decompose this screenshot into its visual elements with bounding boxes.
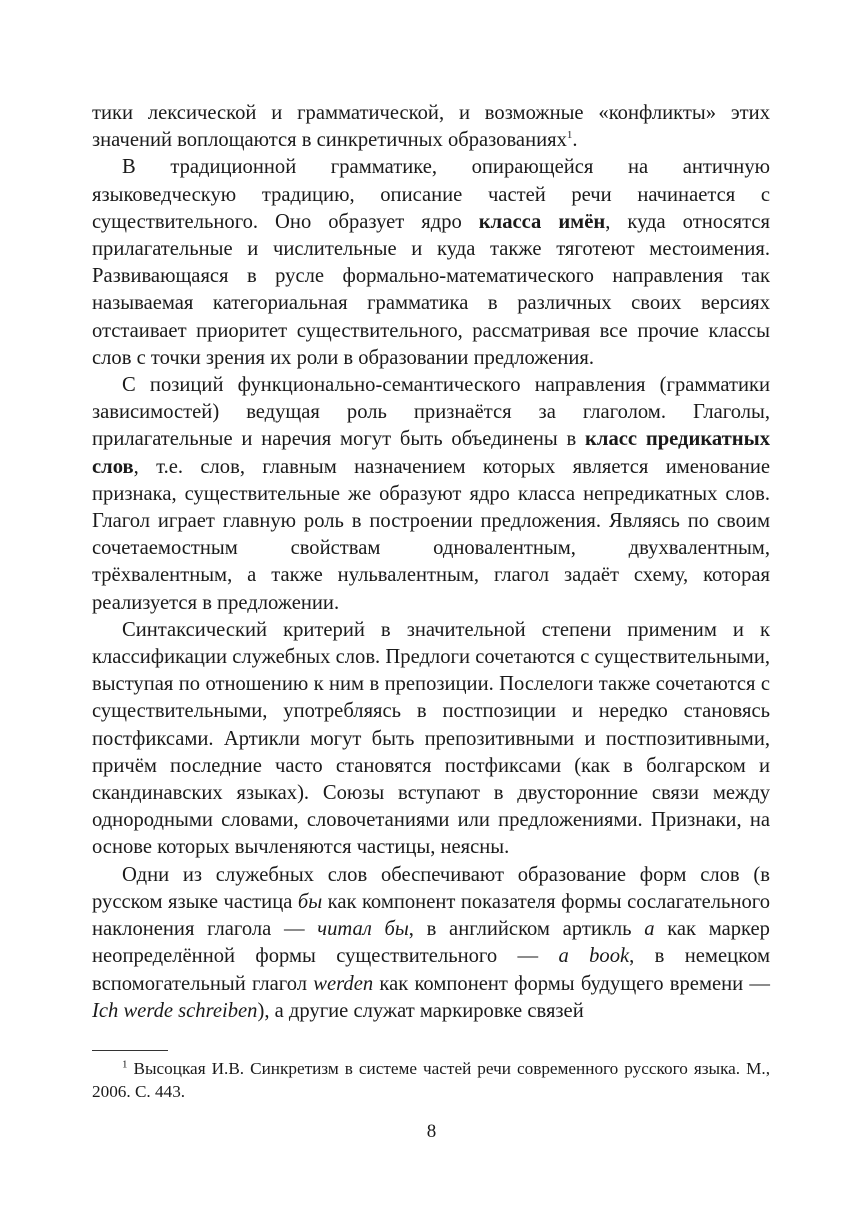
paragraph-2 <box>92 154 770 372</box>
bold-term: класс предикатных слов <box>92 428 770 478</box>
text-run: С позиций функционально-семантического направления (грамматики зависимостей) ведущая роль признаётся за глаголом. Глаголы, прилагательные и наречия могут быть объединены в <box>92 374 770 451</box>
text-run: ), а другие служат маркировке связей <box>257 999 584 1022</box>
text-run: , в английском артикль <box>408 918 645 941</box>
page-number: 8 <box>426 1121 437 1142</box>
text-run: Синтаксический критерий в значительной степени применим и к классификации служебных слов. Предлоги сочетаются с существительными, выступая по отношению к ним в препозиции. Послелоги также сочетаются с существительными, употребляясь в постпозиции и нередко становясь постфиксами. Артикли могут быть препозитивными и постпозитивными, причём последние часто становятся постфиксами (как в болгарском и скандинавских языках). Союзы вступают в двусторонние связи между однородными словами, словочетаниями или предложениями. Признаки, на основе которых вычленяются частицы, неясны. <box>92 618 770 859</box>
paragraph-1 <box>92 100 770 154</box>
text-run: , в немецком вспомогательный глагол <box>92 945 771 995</box>
text-run: как компонент формы будущего времени — <box>373 972 770 995</box>
italic-term: Ich werde schreiben <box>92 999 258 1022</box>
footnote-marker: 1 <box>122 1058 128 1071</box>
text-run: Одни из служебных слов обеспечивают образование форм слов (в русском языке частица <box>92 863 770 913</box>
text-run: В традиционной грамматике, опирающейся на античную языковедческую традицию, описание частей речи начинается с существительного. Оно образует ядро <box>92 156 770 233</box>
text-run: как маркер неопределённой формы существительного — <box>92 918 770 968</box>
footnote-reference: 1 <box>566 129 573 142</box>
page-body <box>92 100 770 1025</box>
text-run: . <box>572 129 578 152</box>
paragraph-3 <box>92 372 770 617</box>
italic-term: бы <box>297 890 323 913</box>
footnote-divider <box>92 1050 168 1051</box>
text-run: , т.е. слов, главным назначением которых является именование признака, существительные же образуют ядро класса непредикатных слов. Глагол играет главную роль в построении предложения. Являясь по своим сочетаемостным свойствам одновалентным, двухвалентным, трёхвалентным, а также нульвалентным, глагол задаёт схему, которая реализуется в предложении. <box>92 455 770 614</box>
footnote-1 <box>92 1057 770 1103</box>
paragraph-5 <box>92 862 770 1025</box>
text-run: , куда относятся прилагательные и числительные и куда также тяготеют местоимения. Развивающаяся в русле формально-математического направления так называемая категориальная грамматика в различных своих версиях отстаивает приоритет существительного, рассматривая все прочие классы слов с точки зрения их роли в образовании предложения. <box>92 210 771 369</box>
italic-term: werden <box>313 972 374 995</box>
footnote-text: Высоцкая И.В. Синкретизм в системе частей речи современного русского языка. М., 2006. С. 443. <box>92 1059 770 1101</box>
italic-term: a <box>644 918 655 941</box>
italic-term: a book <box>558 945 630 968</box>
italic-term: читал бы <box>317 918 409 941</box>
text-run: как компонент показателя формы сослагательного наклонения глагола — <box>92 890 770 941</box>
text-run: тики лексической и грамматической, и возможные «конфликты» этих значений воплощаются в синкретичных образованиях <box>92 102 770 152</box>
bold-term: класса имён <box>478 210 606 233</box>
paragraph-4 <box>92 617 770 862</box>
